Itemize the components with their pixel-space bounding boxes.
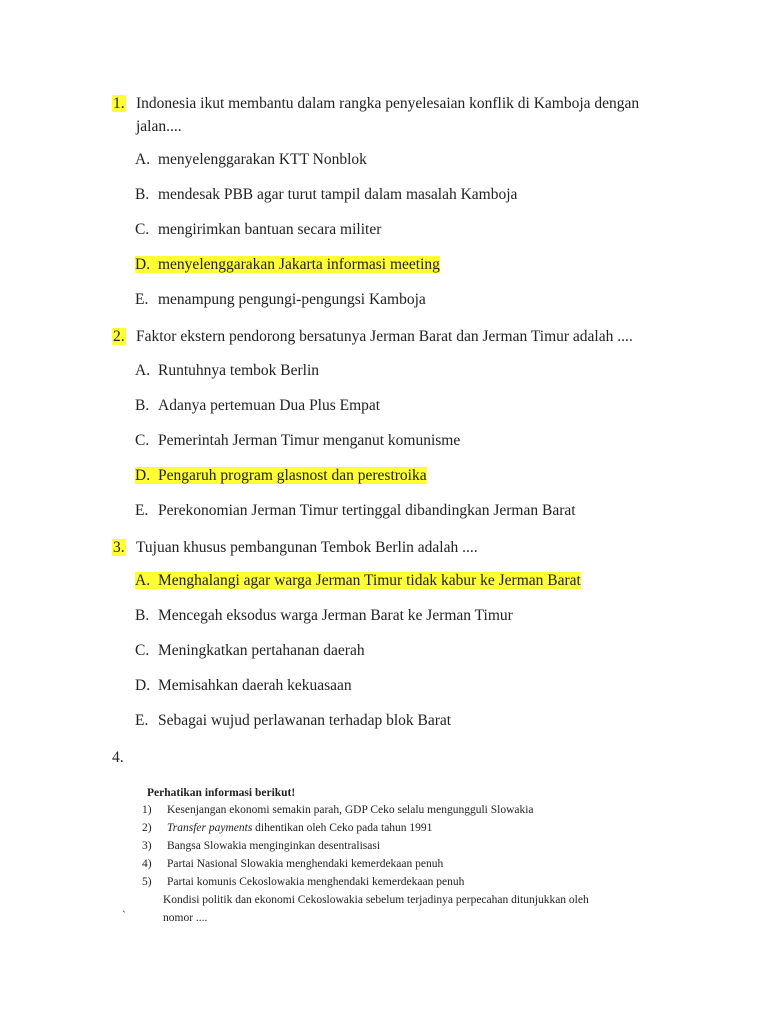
question-number: 1. <box>113 95 125 112</box>
option-b: B. mendesak PBB agar turut tampil dalam masalah Kamboja <box>135 186 518 203</box>
option-a: A. menyelenggarakan KTT Nonblok <box>135 151 367 168</box>
question-number: 3. <box>113 539 125 556</box>
question-line-2: nomor .... <box>163 912 208 924</box>
option-d-answer: D. menyelenggarakan Jakarta informasi meeting <box>135 256 440 273</box>
question-line-1: Kondisi politik dan ekonomi Cekoslowakia sebelum terjadinya perpecahan ditunjukkan oleh <box>163 894 589 906</box>
option-e: E. Perekonomian Jerman Timur tertinggal dibandingkan Jerman Barat <box>135 502 576 519</box>
info-item-4: 4) Partai Nasional Slowakia menghendaki kemerdekaan penuh <box>142 858 444 870</box>
option-a: A. Runtuhnya tembok Berlin <box>135 362 320 379</box>
option-e: E. Sebagai wujud perlawanan terhadap blok Barat <box>135 712 452 729</box>
info-item-3: 3) Bangsa Slowakia menginginkan desentralisasi <box>142 840 381 852</box>
info-item-1: 1) Kesenjangan ekonomi semakin parah, GDP Ceko selalu mengungguli Slowakia <box>142 804 534 816</box>
question-number: 2. <box>113 328 125 345</box>
question-4 <box>112 746 136 769</box>
option-d-answer: D. Pengaruh program glasnost dan perestroika <box>135 467 427 484</box>
info-item-2: 2) Transfer payments dihentikan oleh Ceko pada tahun 1991 <box>142 822 433 834</box>
option-a-answer: A. Menghalangi agar warga Jerman Timur tidak kabur ke Jerman Barat <box>135 572 581 589</box>
info-heading: Perhatikan informasi berikut! <box>147 787 296 799</box>
question-1 <box>112 92 676 138</box>
info-item-5: 5) Partai komunis Cekoslowakia menghendaki kemerdekaan penuh <box>142 876 465 888</box>
option-b: B. Adanya pertemuan Dua Plus Empat <box>135 397 381 414</box>
option-c: C. mengirimkan bantuan secara militer <box>135 221 382 238</box>
option-e: E. menampung pengungi-pengungsi Kamboja <box>135 291 426 308</box>
question-3 <box>112 536 676 559</box>
question-2 <box>112 325 676 348</box>
question-text: Tujuan khusus pembangunan Tembok Berlin adalah .... <box>136 539 478 556</box>
question-number: 4. <box>112 749 124 766</box>
question-text: Faktor ekstern pendorong bersatunya Jerman Barat dan Jerman Timur adalah .... <box>136 328 633 345</box>
option-c: C. Pemerintah Jerman Timur menganut komunisme <box>135 432 461 449</box>
question-text: Indonesia ikut membantu dalam rangka penyelesaian konflik di Kamboja dengan jalan.... <box>136 95 640 135</box>
stray-mark: ` <box>122 910 126 922</box>
option-b: B. Mencegah eksodus warga Jerman Barat ke Jerman Timur <box>135 607 513 624</box>
option-d: D. Memisahkan daerah kekuasaan <box>135 677 352 694</box>
option-c: C. Meningkatkan pertahanan daerah <box>135 642 365 659</box>
